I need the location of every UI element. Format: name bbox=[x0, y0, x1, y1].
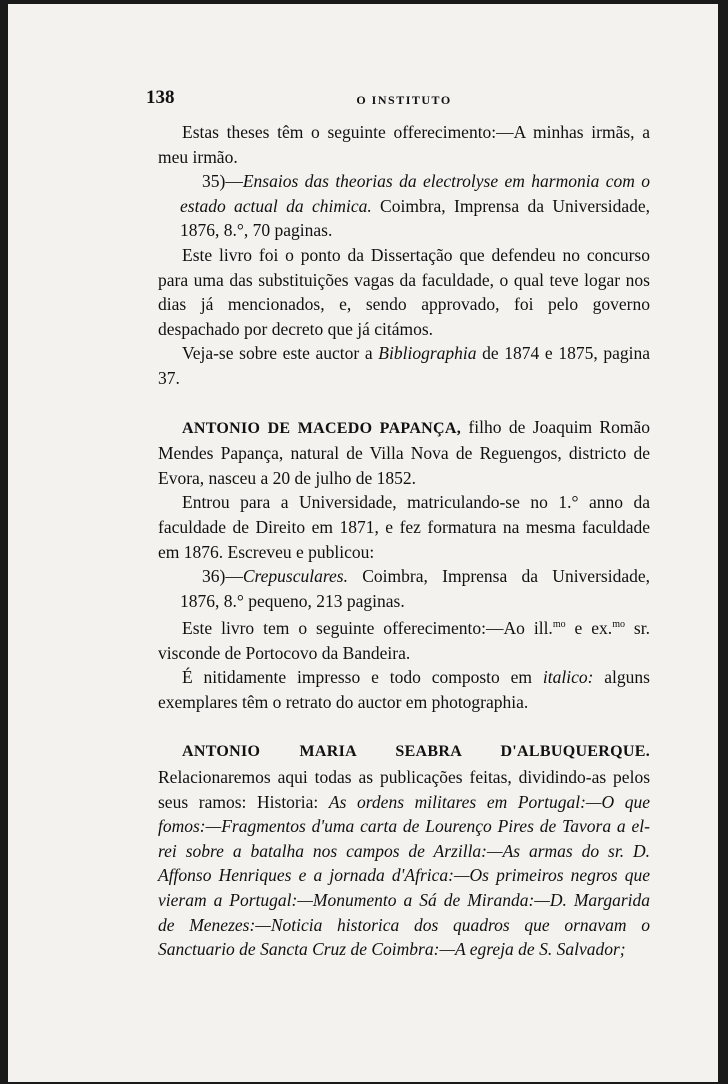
bibliography-entry-35: 35)—Ensaios das theorias da electrolyse em harmonia com o estado actual da chimica. Coimbra, Imprensa da Universidade, 1876, 8.°, 70 paginas. bbox=[180, 171, 650, 241]
paragraph-see-also: Veja-se sobre este auctor a Bibliographia de 1874 e 1875, pagina 37. bbox=[158, 343, 650, 388]
paragraph-offer: Este livro tem o seguinte offerecimento:—Ao ill.$^{mo}$ e ex.$^{mo}$ sr. visconde de Portocovo da Bandeira. bbox=[158, 618, 650, 663]
running-header bbox=[146, 86, 650, 108]
publications-list: As ordens militares em Portugal:—O que fomos:—Fragmentos d'uma carta de Lourenço Pires de Tavora a el-rei sobre a batalha nos campos de Arzilla:—As armas do sr. D. Affonso Henriques e a jornada d'Africa:—Os primeiros negros que vieram a Portugal:—Monumento a Sá de Miranda:—D. Margarida de Menezes:—Noticia historica dos quadros que ornavam o Sanctuario de Sancta Cruz de Coimbra:—A egreja de S. Salvador; bbox=[158, 791, 650, 960]
running-title: O INSTITUTO bbox=[356, 93, 452, 107]
paragraph-dissertation: Este livro foi o ponto da Dissertação que defendeu no concurso para uma das substituições vagas da faculdade, o qual teve logar nos dias já mencionados, e, sendo approvado, foi pelo governo despachado por decreto que já citámos. bbox=[158, 244, 650, 339]
paragraph-albuquerque: ANTONIO MARIA SEABRA D'ALBUQUERQUE. Relacionaremos aqui todas as publicações feitas, dividindo-as pelos seus ramos: Historia: As ordens militares em Portugal:—O que fomos:—Fragmentos d'uma carta de Lourenço Pires de Tavora a el-rei sobre a batalha nos campos de Arzilla:—As armas do sr. D. Affonso Henriques e a jornada d'Africa:—Os primeiros negros que vieram a Portugal:—Monumento a Sá de Miranda:—D. Margarida de Menezes:—Noticia historica dos quadros que ornavam o Sanctuario de Sancta Cruz de Coimbra:—A egreja de S. Salvador; bbox=[158, 743, 650, 960]
paragraph-papanca-bio: ANTONIO DE MACEDO PAPANÇA, filho de Joaquim Romão Mendes Papança, natural de Villa Nova de Reguengos, districto de Evora, nasceu a 20 de julho de 1852. bbox=[158, 416, 650, 488]
author-name: ANTONIO MARIA SEABRA D'ALBUQUERQUE. bbox=[182, 743, 650, 761]
paragraph-dedication: Estas theses têm o seguinte offerecimento:—A minhas irmãs, a meu irmão. bbox=[158, 122, 650, 167]
section-gap bbox=[158, 714, 650, 738]
entry-title: Crepusculares. bbox=[242, 566, 348, 587]
bibliographia-title: Bibliographia bbox=[378, 343, 477, 364]
page-body bbox=[158, 120, 650, 962]
bibliography-entry-36: 36)—Crepusculares. Coimbra, Imprensa da Universidade, 1876, 8.° pequeno, 213 paginas. bbox=[180, 566, 650, 611]
paragraph-university: Entrou para a Universidade, matriculando-se no 1.° anno da faculdade de Direito em 1871, e fez formatura na mesma faculdade em 1876. Escreveu e publicou: bbox=[158, 492, 650, 562]
entry-number: 35) bbox=[202, 171, 226, 192]
paragraph-italic-print: É nitidamente impresso e todo composto em italico: alguns exemplares têm o retrato do auctor em photographia. bbox=[158, 667, 650, 712]
entry-number: 36) bbox=[202, 566, 226, 587]
entry-title: Ensaios das theorias da electrolyse em harmonia com o estado actual da chimica. bbox=[180, 171, 650, 216]
page-number: 138 bbox=[146, 87, 175, 108]
author-name: ANTONIO DE MACEDO PAPANÇA, bbox=[182, 419, 462, 437]
section-gap bbox=[158, 391, 650, 415]
